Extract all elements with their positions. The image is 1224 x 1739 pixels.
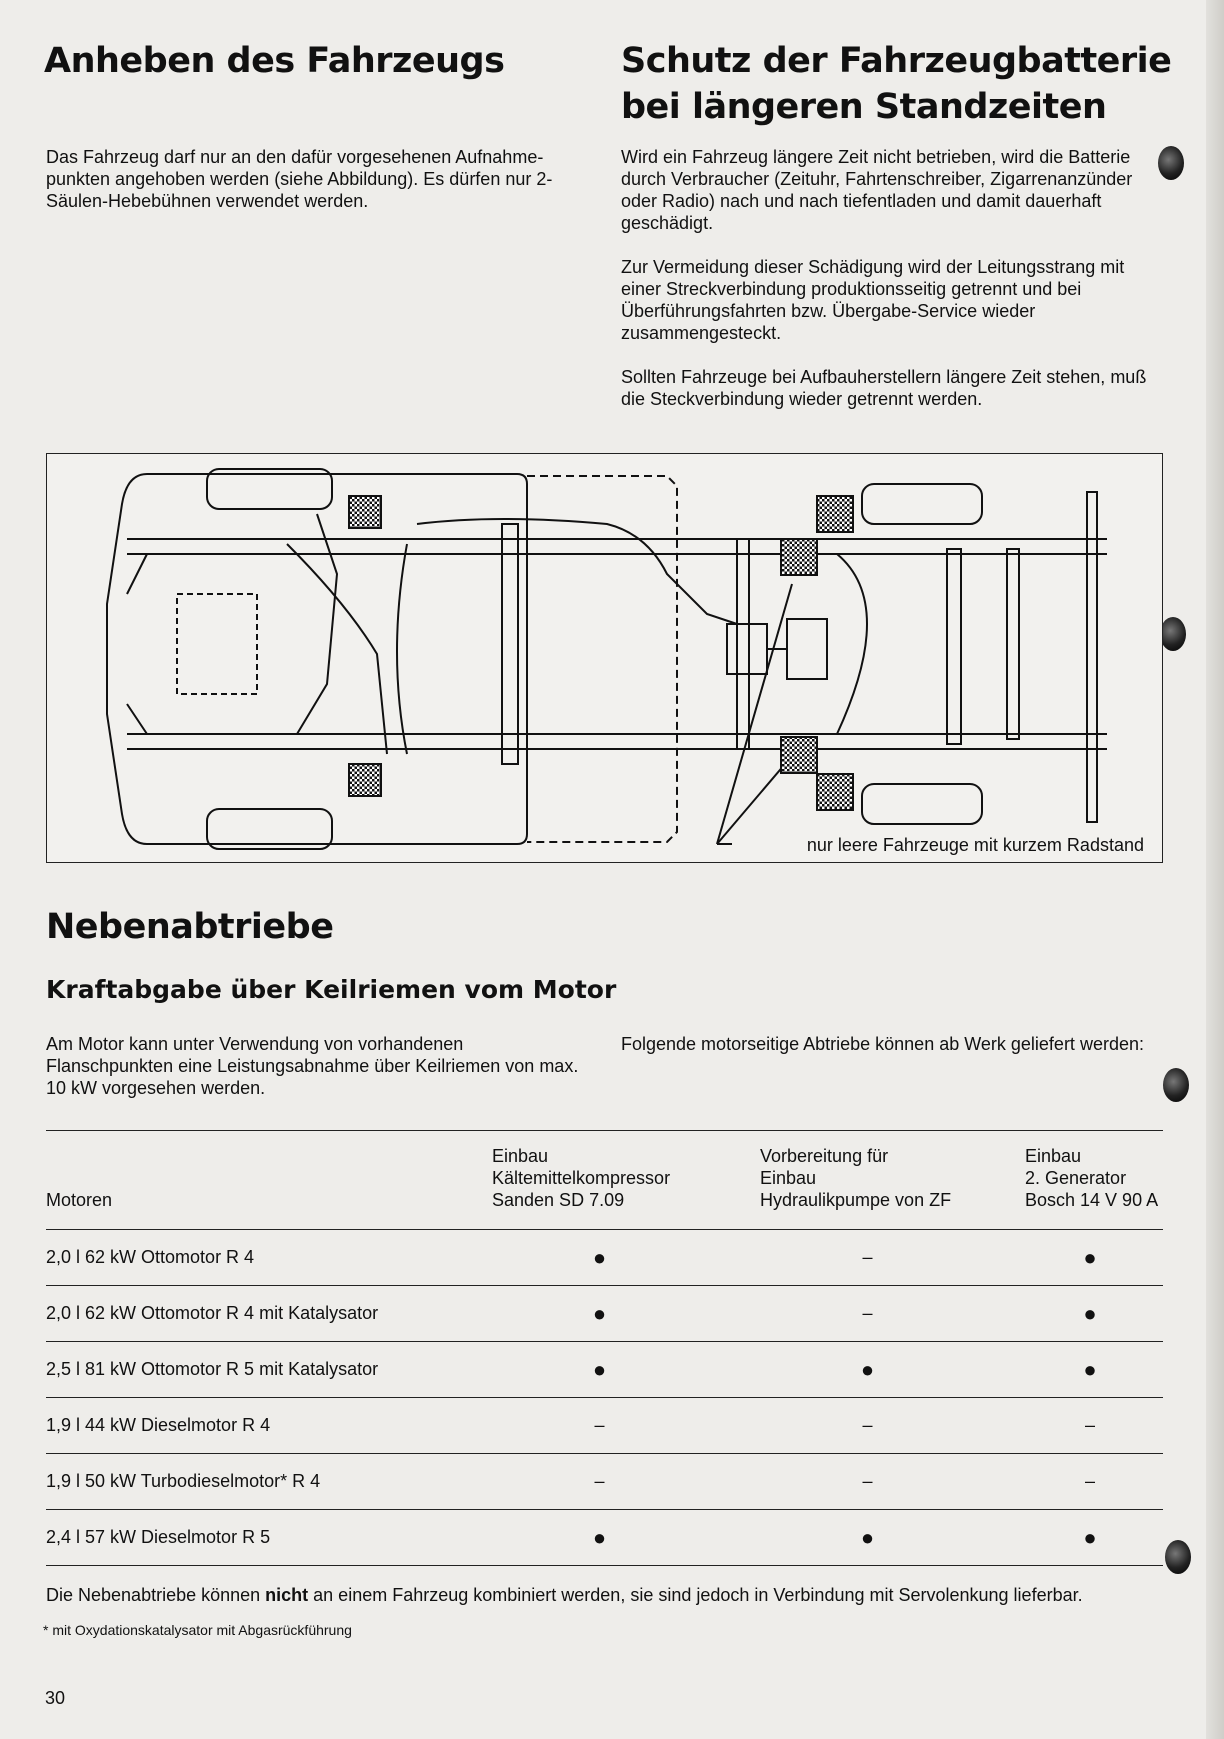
kompressor-cell bbox=[492, 1245, 760, 1271]
section-title-batterie-1: Schutz der Fahrzeugbatterie bbox=[621, 41, 1172, 81]
availability-dot: ● bbox=[592, 1300, 607, 1326]
hydraulik-cell bbox=[760, 1415, 1025, 1436]
kompressor-cell bbox=[492, 1301, 760, 1327]
availability-dash: – bbox=[1084, 1471, 1095, 1491]
header-hydraulik-line: Einbau bbox=[760, 1168, 817, 1188]
header-hydraulik bbox=[760, 1145, 1025, 1211]
page-edge bbox=[1206, 0, 1224, 1739]
header-kompressor-line: Sanden SD 7.09 bbox=[492, 1190, 625, 1210]
section-title-batterie-2: bei längeren Standzeiten bbox=[621, 87, 1107, 127]
chassis-drawing bbox=[47, 454, 1164, 864]
availability-dash: – bbox=[862, 1415, 873, 1435]
header-kompressor-line: Kältemittelkompressor bbox=[492, 1168, 671, 1188]
availability-dot: ● bbox=[592, 1356, 607, 1382]
section-title-nebenabtriebe: Nebenabtriebe bbox=[46, 907, 334, 947]
table-row bbox=[46, 1510, 1163, 1566]
table-row bbox=[46, 1398, 1163, 1454]
generator-cell bbox=[1025, 1471, 1163, 1492]
availability-dot: ● bbox=[860, 1524, 875, 1550]
availability-dash: – bbox=[594, 1471, 605, 1491]
generator-cell bbox=[1025, 1301, 1163, 1327]
binder-hole bbox=[1163, 1068, 1189, 1102]
table-body bbox=[46, 1230, 1163, 1566]
header-kompressor bbox=[492, 1145, 760, 1211]
motor-cell: 2,0 l 62 kW Ottomotor R 4 bbox=[46, 1247, 255, 1267]
hydraulik-cell bbox=[760, 1247, 1025, 1268]
section-body-anheben: Das Fahrzeug darf nur an den dafür vorgesehenen Aufnahme-punkten angehoben werden (siehe Abbildung). Es dürfen nur 2-Säulen-Hebebühnen verwendet werden. bbox=[46, 147, 553, 211]
footer-note-pre: Die Nebenabtriebe können bbox=[46, 1585, 266, 1605]
availability-dash: – bbox=[862, 1303, 873, 1323]
table-row bbox=[46, 1286, 1163, 1342]
availability-dot: ● bbox=[1083, 1356, 1097, 1382]
binder-hole bbox=[1158, 146, 1184, 180]
generator-cell bbox=[1025, 1415, 1163, 1436]
motor-cell: 1,9 l 50 kW Turbodieselmotor* R 4 bbox=[46, 1471, 321, 1491]
footer-note bbox=[46, 1584, 1083, 1606]
availability-dot: ● bbox=[1083, 1244, 1097, 1270]
footer-note-post: an einem Fahrzeug kombiniert werden, sie sind jedoch in Verbindung mit Servolenkung lieferbar. bbox=[308, 1585, 1083, 1605]
availability-dot: ● bbox=[592, 1524, 607, 1550]
motor-cell: 2,5 l 81 kW Ottomotor R 5 mit Katalysator bbox=[46, 1359, 379, 1379]
binder-hole bbox=[1165, 1540, 1191, 1574]
table-row bbox=[46, 1230, 1163, 1286]
table-row bbox=[46, 1454, 1163, 1510]
availability-dash: – bbox=[862, 1471, 873, 1491]
availability-dash: – bbox=[594, 1415, 605, 1435]
footnote: * mit Oxydationskatalysator mit Abgasrückführung bbox=[43, 1622, 352, 1638]
hydraulik-cell bbox=[760, 1525, 1025, 1551]
generator-cell bbox=[1025, 1357, 1163, 1383]
header-generator-line: Bosch 14 V 90 A bbox=[1025, 1190, 1159, 1210]
availability-dot: ● bbox=[1083, 1300, 1097, 1326]
header-hydraulik-line: Hydraulikpumpe von ZF bbox=[760, 1190, 952, 1210]
kompressor-cell bbox=[492, 1415, 760, 1436]
abtriebe-table bbox=[46, 1130, 1163, 1566]
section-title-anheben: Anheben des Fahrzeugs bbox=[44, 41, 505, 81]
hydraulik-cell bbox=[760, 1471, 1025, 1492]
motor-cell: 2,4 l 57 kW Dieselmotor R 5 bbox=[46, 1527, 271, 1547]
kompressor-cell bbox=[492, 1471, 760, 1492]
motor-cell: 1,9 l 44 kW Dieselmotor R 4 bbox=[46, 1415, 271, 1435]
header-kompressor-line: Einbau bbox=[492, 1146, 549, 1166]
batterie-paragraph-2: Zur Vermeidung dieser Schädigung wird der Leitungsstrang mit einer Streckverbindung produktionsseitig getrennt und bei Überführungsfahrten bzw. Übergabe-Service wieder zusammengesteckt. bbox=[621, 257, 1125, 343]
diagram-caption: nur leere Fahrzeuge mit kurzem Radstand bbox=[806, 835, 1144, 855]
footer-note-bold: nicht bbox=[265, 1585, 309, 1605]
table-row bbox=[46, 1342, 1163, 1398]
batterie-paragraph-1: Wird ein Fahrzeug längere Zeit nicht betrieben, wird die Batterie durch Verbraucher (Zeituhr, Fahrtenschreiber, Zigarrenanzünder oder Radio) nach und nach tiefentladen und damit dauerhaft geschädigt. bbox=[621, 147, 1133, 233]
header-generator-line: 2. Generator bbox=[1025, 1168, 1127, 1188]
kompressor-cell bbox=[492, 1525, 760, 1551]
header-motoren: Motoren bbox=[46, 1190, 113, 1210]
page-number: 30 bbox=[45, 1688, 66, 1708]
generator-cell bbox=[1025, 1245, 1163, 1271]
chassis-diagram bbox=[46, 453, 1163, 863]
header-generator bbox=[1025, 1145, 1163, 1211]
motor-cell: 2,0 l 62 kW Ottomotor R 4 mit Katalysator bbox=[46, 1303, 379, 1323]
header-generator-line: Einbau bbox=[1025, 1146, 1082, 1166]
availability-dash: – bbox=[862, 1247, 873, 1267]
header-hydraulik-line: Vorbereitung für bbox=[760, 1146, 889, 1166]
section-subtitle-keilriemen: Kraftabgabe über Keilriemen vom Motor bbox=[46, 975, 617, 1004]
keilriemen-right-text: Folgende motorseitige Abtriebe können ab Werk geliefert werden: bbox=[621, 1034, 1144, 1054]
table-header bbox=[46, 1131, 1163, 1230]
hydraulik-cell bbox=[760, 1303, 1025, 1324]
availability-dot: ● bbox=[860, 1356, 875, 1382]
availability-dash: – bbox=[1084, 1415, 1095, 1435]
kompressor-cell bbox=[492, 1357, 760, 1383]
hydraulik-cell bbox=[760, 1357, 1025, 1383]
generator-cell bbox=[1025, 1525, 1163, 1551]
availability-dot: ● bbox=[592, 1244, 607, 1270]
availability-dot: ● bbox=[1083, 1524, 1097, 1550]
keilriemen-left-text: Am Motor kann unter Verwendung von vorhandenen Flanschpunkten eine Leistungsabnahme über Keilriemen von max. 10 kW vorgesehen werden. bbox=[46, 1034, 579, 1098]
batterie-paragraph-3: Sollten Fahrzeuge bei Aufbauherstellern längere Zeit stehen, muß die Steckverbindung wieder getrennt werden. bbox=[621, 367, 1147, 409]
